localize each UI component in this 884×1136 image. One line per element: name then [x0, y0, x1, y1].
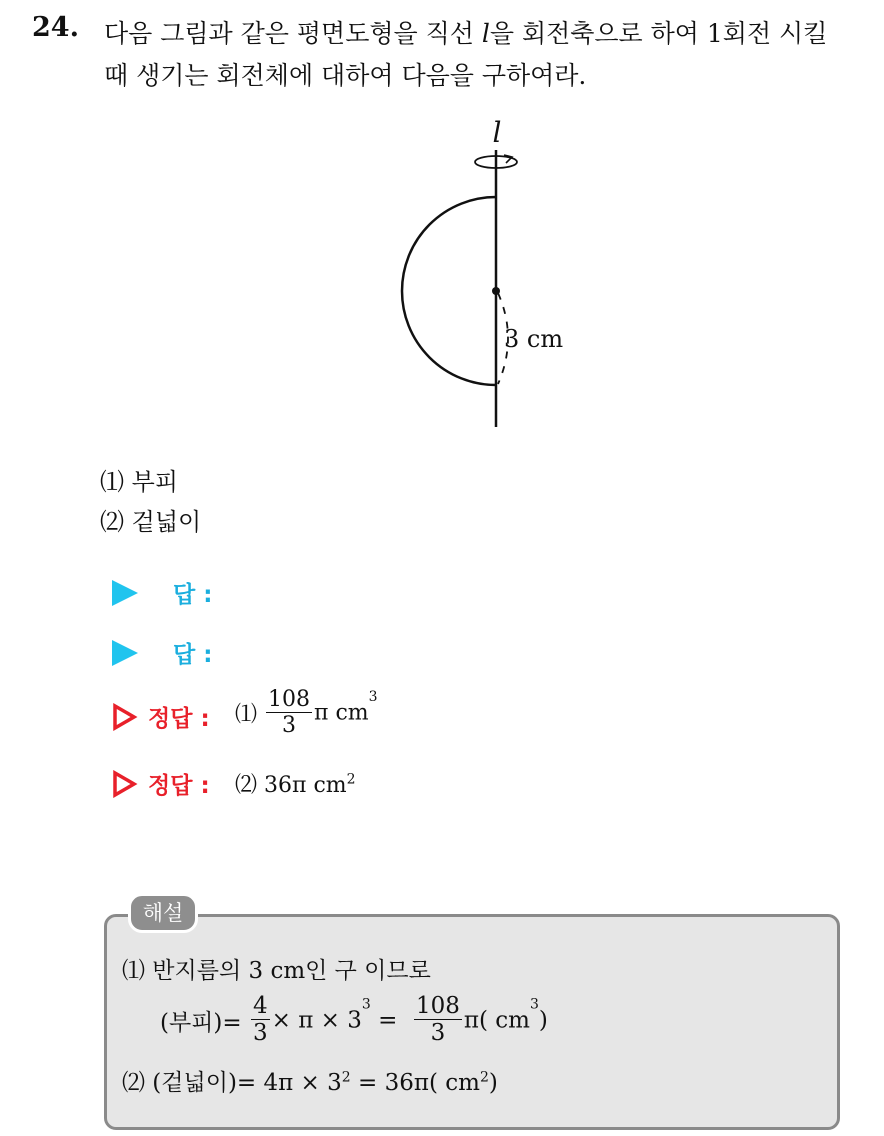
explanation-text: ) [488, 1070, 498, 1096]
correct-answer-2 [235, 768, 356, 799]
fraction-numerator: 108 [268, 687, 311, 712]
question-number: 24. [32, 12, 79, 43]
answer-label-2: 답 : [173, 642, 213, 668]
explanation-text: ) [538, 1007, 548, 1034]
subquestion-1: ⑴ 부피 [100, 468, 178, 496]
question-text-part: 다음 그림과 같은 평면도형을 직선 [104, 19, 474, 48]
semicircle-figure [380, 110, 580, 440]
explanation-text: ⑵ (겉넓이)= 4π × 3 [122, 1070, 342, 1096]
explanation-text: π( cm [463, 1007, 530, 1034]
explanation-text: = 36π( cm [350, 1070, 480, 1096]
axis-variable: l [481, 19, 490, 48]
fraction-numerator: 108 [415, 993, 460, 1019]
question-text-part: 을 회전축으로 하여 1회전 시킬 [489, 19, 828, 48]
correct-label-1: 정답 : [148, 706, 210, 732]
fraction [414, 994, 462, 1047]
answer-prefix: ⑵ [235, 773, 258, 798]
question-text-line1 [104, 14, 827, 50]
axis-label: l [492, 116, 502, 149]
explanation-text: × π × 3 [271, 1007, 362, 1034]
radius-label: 3 cm [504, 325, 564, 353]
explanation-text: (부피)= [160, 1009, 242, 1036]
correct-arrow-icon [112, 770, 138, 798]
correct-label-2: 정답 : [148, 773, 210, 799]
answer-exponent: 2 [346, 771, 356, 788]
answer-arrow-icon [112, 580, 138, 606]
exponent: 2 [341, 1069, 351, 1086]
correct-answer-1 [235, 688, 378, 738]
answer-exponent: 3 [368, 689, 378, 706]
fraction-denominator: 3 [430, 1020, 446, 1047]
answer-label-1: 답 : [173, 582, 213, 608]
fraction-denominator: 3 [282, 713, 297, 739]
semicircle-arc [402, 197, 496, 385]
question-text-line2: 때 생기는 회전체에 대하여 다음을 구하여라. [104, 61, 587, 90]
answer-arrow-icon [112, 640, 138, 666]
subquestion-2: ⑵ 겉넓이 [100, 508, 202, 536]
fraction [266, 688, 312, 738]
exponent: 3 [529, 996, 539, 1013]
fraction [251, 994, 270, 1047]
answer-unit: π cm [314, 700, 369, 726]
explanation-tag: 해설 [128, 893, 198, 933]
explanation-line3 [122, 1064, 498, 1097]
exponent: 2 [479, 1069, 489, 1086]
answer-value: 36π cm [264, 773, 347, 798]
explanation-line2 [160, 994, 548, 1047]
fraction-numerator: 4 [252, 993, 268, 1019]
answer-prefix: ⑴ [235, 702, 258, 728]
explanation-line1: ⑴ 반지름의 3 cm인 구 이므로 [122, 958, 431, 984]
equals-sign: = [370, 1007, 405, 1034]
correct-arrow-icon [112, 703, 138, 731]
exponent: 3 [361, 996, 371, 1013]
fraction-denominator: 3 [252, 1020, 268, 1047]
